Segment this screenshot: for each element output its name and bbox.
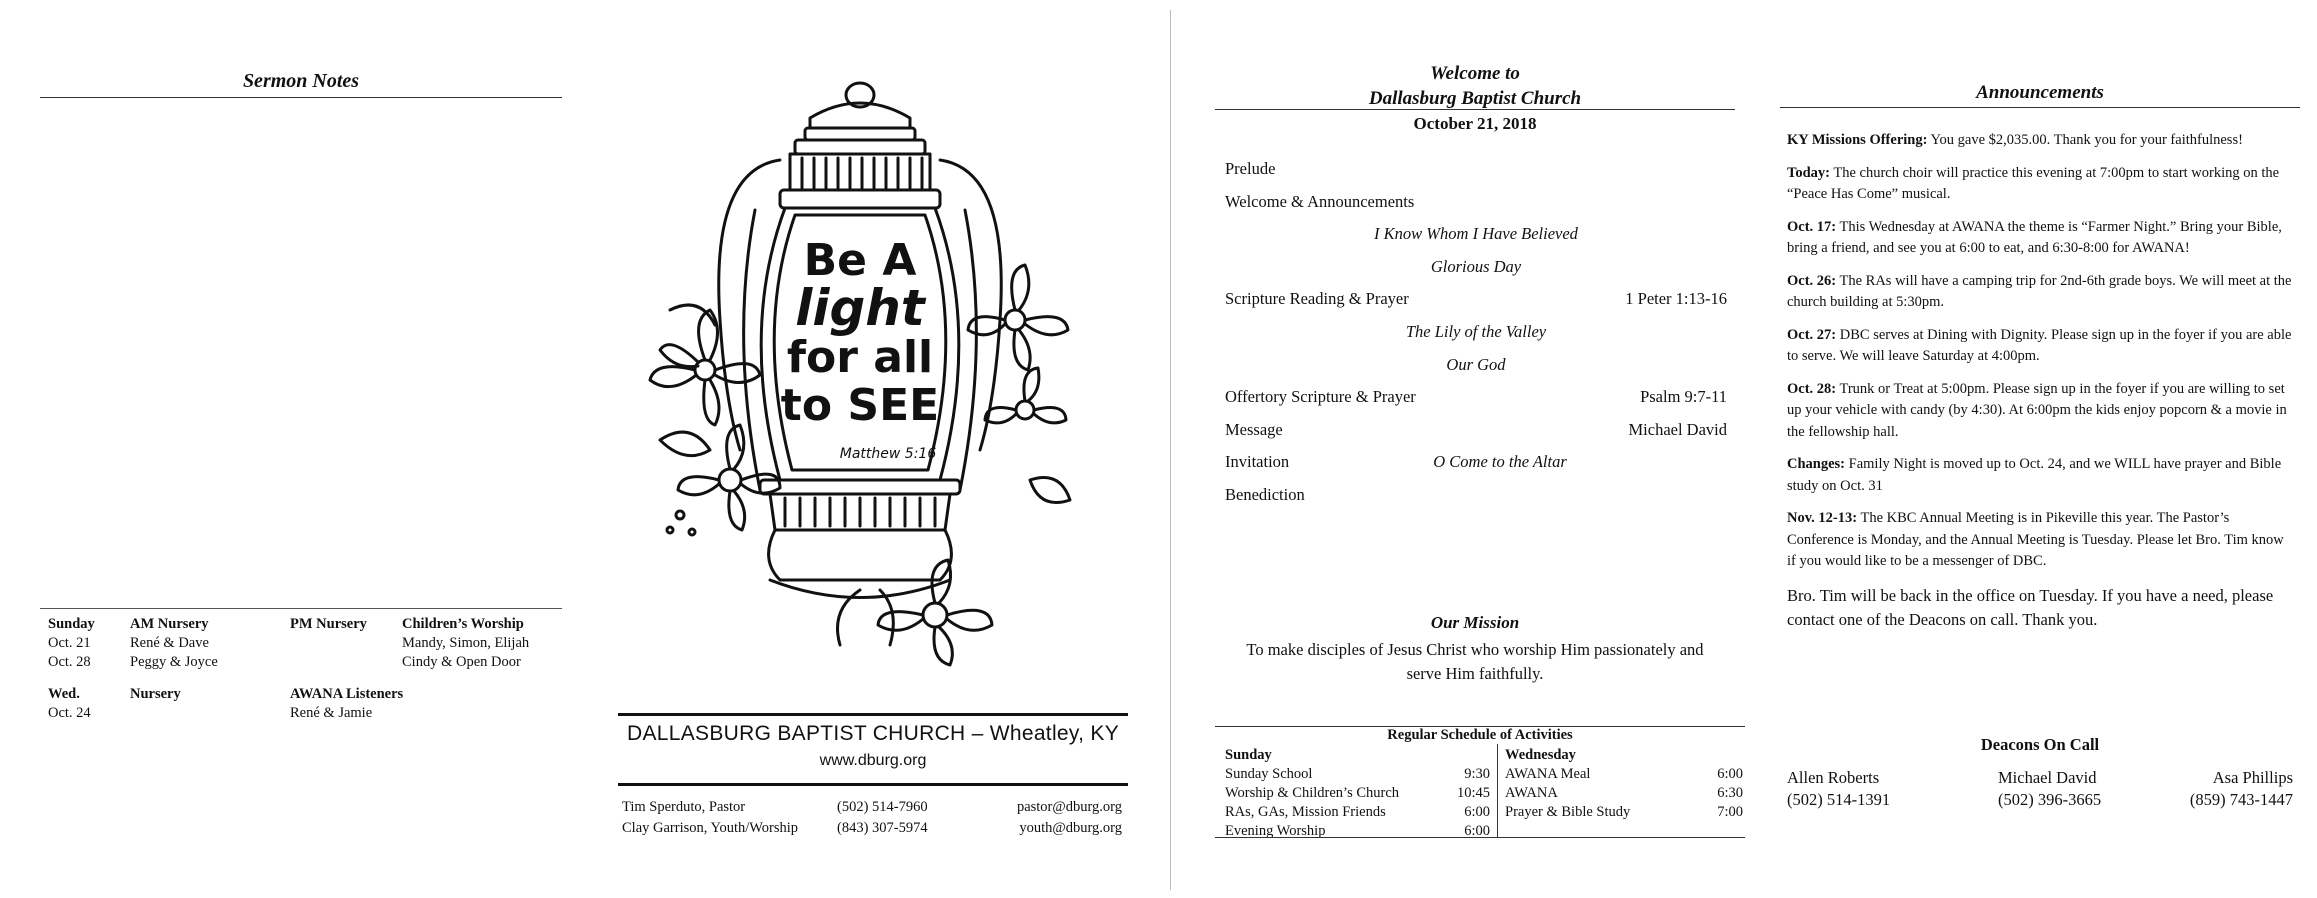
- staff-row: [622, 797, 1122, 818]
- order-song-title: I Know Whom I Have Believed: [1374, 224, 1578, 244]
- schedule-row: [1505, 784, 1743, 803]
- schedule-column-divider: [1497, 744, 1498, 837]
- order-item: [1225, 355, 1727, 388]
- childrens-worship-volunteers: Mandy, Simon, Elijah: [402, 635, 530, 651]
- awana-listeners-label: AWANA Listeners: [290, 686, 404, 702]
- order-item-label: Scripture Reading & Prayer: [1225, 289, 1409, 309]
- announcement-item: [1787, 508, 2293, 573]
- mission-statement: To make disciples of Jesus Christ who worship Him passionately and serve Him faithfully.: [1246, 640, 1704, 683]
- order-item-label: Welcome & Announcements: [1225, 191, 1415, 211]
- schedule-row: [1225, 822, 1490, 841]
- order-item: [1225, 289, 1727, 322]
- order-item: [1225, 387, 1727, 420]
- order-item-label: Prelude: [1225, 159, 1276, 178]
- deacon-contact: [2180, 767, 2293, 811]
- art-text-line: for all: [786, 332, 934, 383]
- order-item: [1225, 257, 1727, 290]
- welcome-title: [1215, 61, 1735, 111]
- nursery-rule: [40, 608, 562, 609]
- pm-nursery-label: PM Nursery: [290, 616, 367, 632]
- announcement-text: The RAs will have a camping trip for 2nd-6th grade boys. We will meet at the church building at 5:30pm.: [1787, 272, 2292, 310]
- deacon-phone: (502) 514-1391: [1787, 790, 1891, 809]
- order-song-title: Our God: [1446, 354, 1506, 374]
- order-song-title: O Come to the Altar: [1433, 452, 1567, 472]
- announcement-item: [1787, 217, 2293, 260]
- announcement-item: [1787, 163, 2293, 206]
- activity-time: 6:00: [1464, 804, 1490, 820]
- announcement-item: [1787, 271, 2293, 314]
- schedule-rule-bottom: [1215, 837, 1745, 838]
- church-website: www.dburg.org: [819, 752, 927, 769]
- am-nursery-volunteers: René & Dave: [130, 635, 209, 651]
- schedule-title: Regular Schedule of Activities: [1387, 727, 1573, 743]
- activity-time: 9:30: [1464, 766, 1490, 782]
- deacon-name: Asa Phillips: [2212, 768, 2293, 787]
- staff-phone: (843) 307-5974: [837, 820, 928, 836]
- schedule-day-header: Sunday: [1225, 747, 1272, 763]
- announcement-item: [1787, 325, 2293, 368]
- announcement-text: Trunk or Treat at 5:00pm. Please sign up in the foyer if you are willing to set up your vehicle with candy (by 4:30). At 6:00pm the kids enjoy popcorn & a movie in the fellowship hall.: [1787, 380, 2287, 440]
- order-item: [1225, 159, 1727, 192]
- deacon-name: Michael David: [1998, 768, 2097, 787]
- announcement-text: You gave $2,035.00. Thank you for your faithfulness!: [1927, 132, 2243, 148]
- activity-time: 6:00: [1464, 823, 1490, 839]
- order-item: [1225, 322, 1727, 355]
- nursery-date: Oct. 21: [48, 635, 91, 651]
- activity-name: Prayer & Bible Study: [1505, 804, 1631, 820]
- activity-time: 10:45: [1456, 785, 1490, 801]
- staff-phone: (502) 514-7960: [837, 799, 928, 815]
- schedule-wednesday-column: [1505, 746, 1743, 822]
- order-item-label: Message: [1225, 419, 1283, 439]
- sermon-notes-rule: [40, 97, 562, 98]
- schedule-row: [1225, 765, 1490, 784]
- mission-title: Our Mission: [1430, 613, 1520, 632]
- staff-row: [622, 818, 1122, 839]
- art-verse: Matthew 5:16: [839, 446, 937, 462]
- schedule-row: [1225, 784, 1490, 803]
- nursery-sunday-group: [48, 615, 568, 673]
- schedule-day-header: Wednesday: [1505, 747, 1576, 763]
- awana-listeners-volunteers: René & Jamie: [290, 705, 373, 721]
- order-item: [1225, 452, 1727, 485]
- announcement-text: The KBC Annual Meeting is in Pikeville this year. The Pastor’s Conference is Monday, and the Annual Meeting is Tuesday. Please let Bro. Tim know if you would like to be a messenger of DBC.: [1787, 510, 2284, 569]
- am-nursery-label: AM Nursery: [130, 616, 209, 632]
- activity-time: 6:30: [1717, 785, 1743, 801]
- announcement-item: [1787, 379, 2293, 444]
- order-of-worship: [1225, 159, 1727, 518]
- schedule-row: [1505, 765, 1743, 784]
- church-name-rule-bottom: [618, 783, 1128, 786]
- activity-name: Worship & Children’s Church: [1225, 785, 1400, 801]
- nursery-schedule: [48, 615, 568, 743]
- church-name-rule-top: [618, 713, 1128, 716]
- nursery-day: Wed.: [48, 686, 80, 702]
- announcement-lead: Nov. 12-13:: [1787, 510, 1858, 526]
- deacon-contact: [1998, 767, 2101, 811]
- childrens-worship-label: Children’s Worship: [402, 616, 524, 632]
- deacon-phone: (502) 396-3665: [1998, 790, 2102, 809]
- activity-time: 6:00: [1717, 766, 1743, 782]
- announcement-closing: Bro. Tim will be back in the office on Tuesday. If you have a need, please contact one of the Deacons on call. Thank you.: [1787, 585, 2274, 629]
- page-fold-divider: [1170, 10, 1171, 890]
- announcement-lead: Oct. 28:: [1787, 380, 1837, 397]
- order-item-label: Benediction: [1225, 484, 1305, 504]
- order-item-label: Invitation: [1225, 452, 1290, 472]
- order-item: [1225, 485, 1727, 518]
- wed-nursery-label: Nursery: [130, 686, 181, 702]
- activity-time: 7:00: [1717, 804, 1743, 820]
- activity-name: Evening Worship: [1225, 823, 1326, 839]
- activity-name: AWANA: [1505, 785, 1558, 801]
- lantern-svg: [630, 70, 1080, 680]
- order-item: [1225, 192, 1727, 225]
- staff-email: youth@dburg.org: [1019, 820, 1122, 836]
- art-text-line: Be A: [803, 235, 917, 286]
- staff-name: Tim Sperduto, Pastor: [622, 799, 746, 815]
- art-text-line: light: [795, 279, 925, 337]
- schedule-row: [1225, 803, 1490, 822]
- schedule-row: [1505, 803, 1743, 822]
- announcements-list: [1787, 130, 2293, 643]
- sermon-notes-title: Sermon Notes: [242, 70, 360, 92]
- order-song-title: The Lily of the Valley: [1405, 321, 1547, 341]
- announcement-lead: Today:: [1787, 164, 1830, 181]
- order-item-detail: Michael David: [1628, 419, 1727, 439]
- announcement-lead: Oct. 26:: [1787, 272, 1837, 289]
- nursery-wednesday-group: [48, 685, 568, 743]
- activity-name: AWANA Meal: [1505, 766, 1591, 782]
- announcement-lead: Oct. 27:: [1787, 326, 1837, 343]
- welcome-rule: [1215, 109, 1735, 110]
- deacon-name: Allen Roberts: [1787, 768, 1880, 787]
- deacons-title: Deacons On Call: [1980, 735, 2100, 754]
- welcome-title-line: Welcome to: [1430, 63, 1520, 84]
- announcement-item: [1787, 454, 2293, 497]
- announcement-lead: Oct. 17:: [1787, 218, 1837, 235]
- am-nursery-volunteers: Peggy & Joyce: [130, 654, 218, 670]
- welcome-title-line: Dallasburg Baptist Church: [1368, 88, 1582, 109]
- lantern-illustration: [630, 70, 1080, 680]
- announcement-text: The church choir will practice this evening at 7:00pm to start working on the “Peace Has Come” musical.: [1787, 164, 2280, 202]
- announcement-lead: KY Missions Offering:: [1787, 132, 1928, 148]
- nursery-day: Sunday: [48, 616, 95, 632]
- announcement-text: Family Night is moved up to Oct. 24, and we WILL have prayer and Bible study on Oct. 31: [1787, 456, 2282, 494]
- announcement-lead: Changes:: [1787, 456, 1846, 472]
- order-item: [1225, 420, 1727, 453]
- order-item-detail: 1 Peter 1:13-16: [1625, 289, 1727, 309]
- order-song-title: Glorious Day: [1430, 256, 1522, 276]
- deacon-phone: (859) 743-1447: [2189, 790, 2293, 809]
- announcement-text: This Wednesday at AWANA the theme is “Farmer Night.” Bring your Bible, bring a friend, and see you at 6:00 to eat, and 6:30-8:00 for AWANA!: [1787, 218, 2282, 256]
- activity-name: RAs, GAs, Mission Friends: [1225, 804, 1386, 820]
- announcement-text: DBC serves at Dining with Dignity. Please sign up in the foyer if you are able to serve. We will leave Saturday at 4:00pm.: [1787, 326, 2292, 364]
- announcement-item: [1787, 130, 2293, 152]
- deacon-contact: [1787, 767, 1890, 811]
- staff-email: pastor@dburg.org: [1016, 799, 1122, 815]
- announcements-title: Announcements: [1976, 82, 2104, 103]
- order-item-label: Offertory Scripture & Prayer: [1225, 387, 1416, 407]
- staff-name: Clay Garrison, Youth/Worship: [622, 820, 799, 836]
- order-item: [1225, 224, 1727, 257]
- service-date: October 21, 2018: [1413, 114, 1537, 133]
- nursery-date: Oct. 28: [48, 654, 91, 670]
- announcements-rule: [1780, 107, 2300, 108]
- church-name: DALLASBURG BAPTIST CHURCH – Wheatley, KY: [626, 722, 1120, 745]
- schedule-sunday-column: [1225, 746, 1490, 841]
- staff-contacts: [622, 797, 1122, 839]
- nursery-date: Oct. 24: [48, 705, 91, 721]
- art-text-line: to SEE: [780, 380, 940, 431]
- activity-name: Sunday School: [1225, 766, 1313, 782]
- childrens-worship-volunteers: Cindy & Open Door: [402, 654, 521, 670]
- order-item-detail: Psalm 9:7-11: [1640, 387, 1727, 407]
